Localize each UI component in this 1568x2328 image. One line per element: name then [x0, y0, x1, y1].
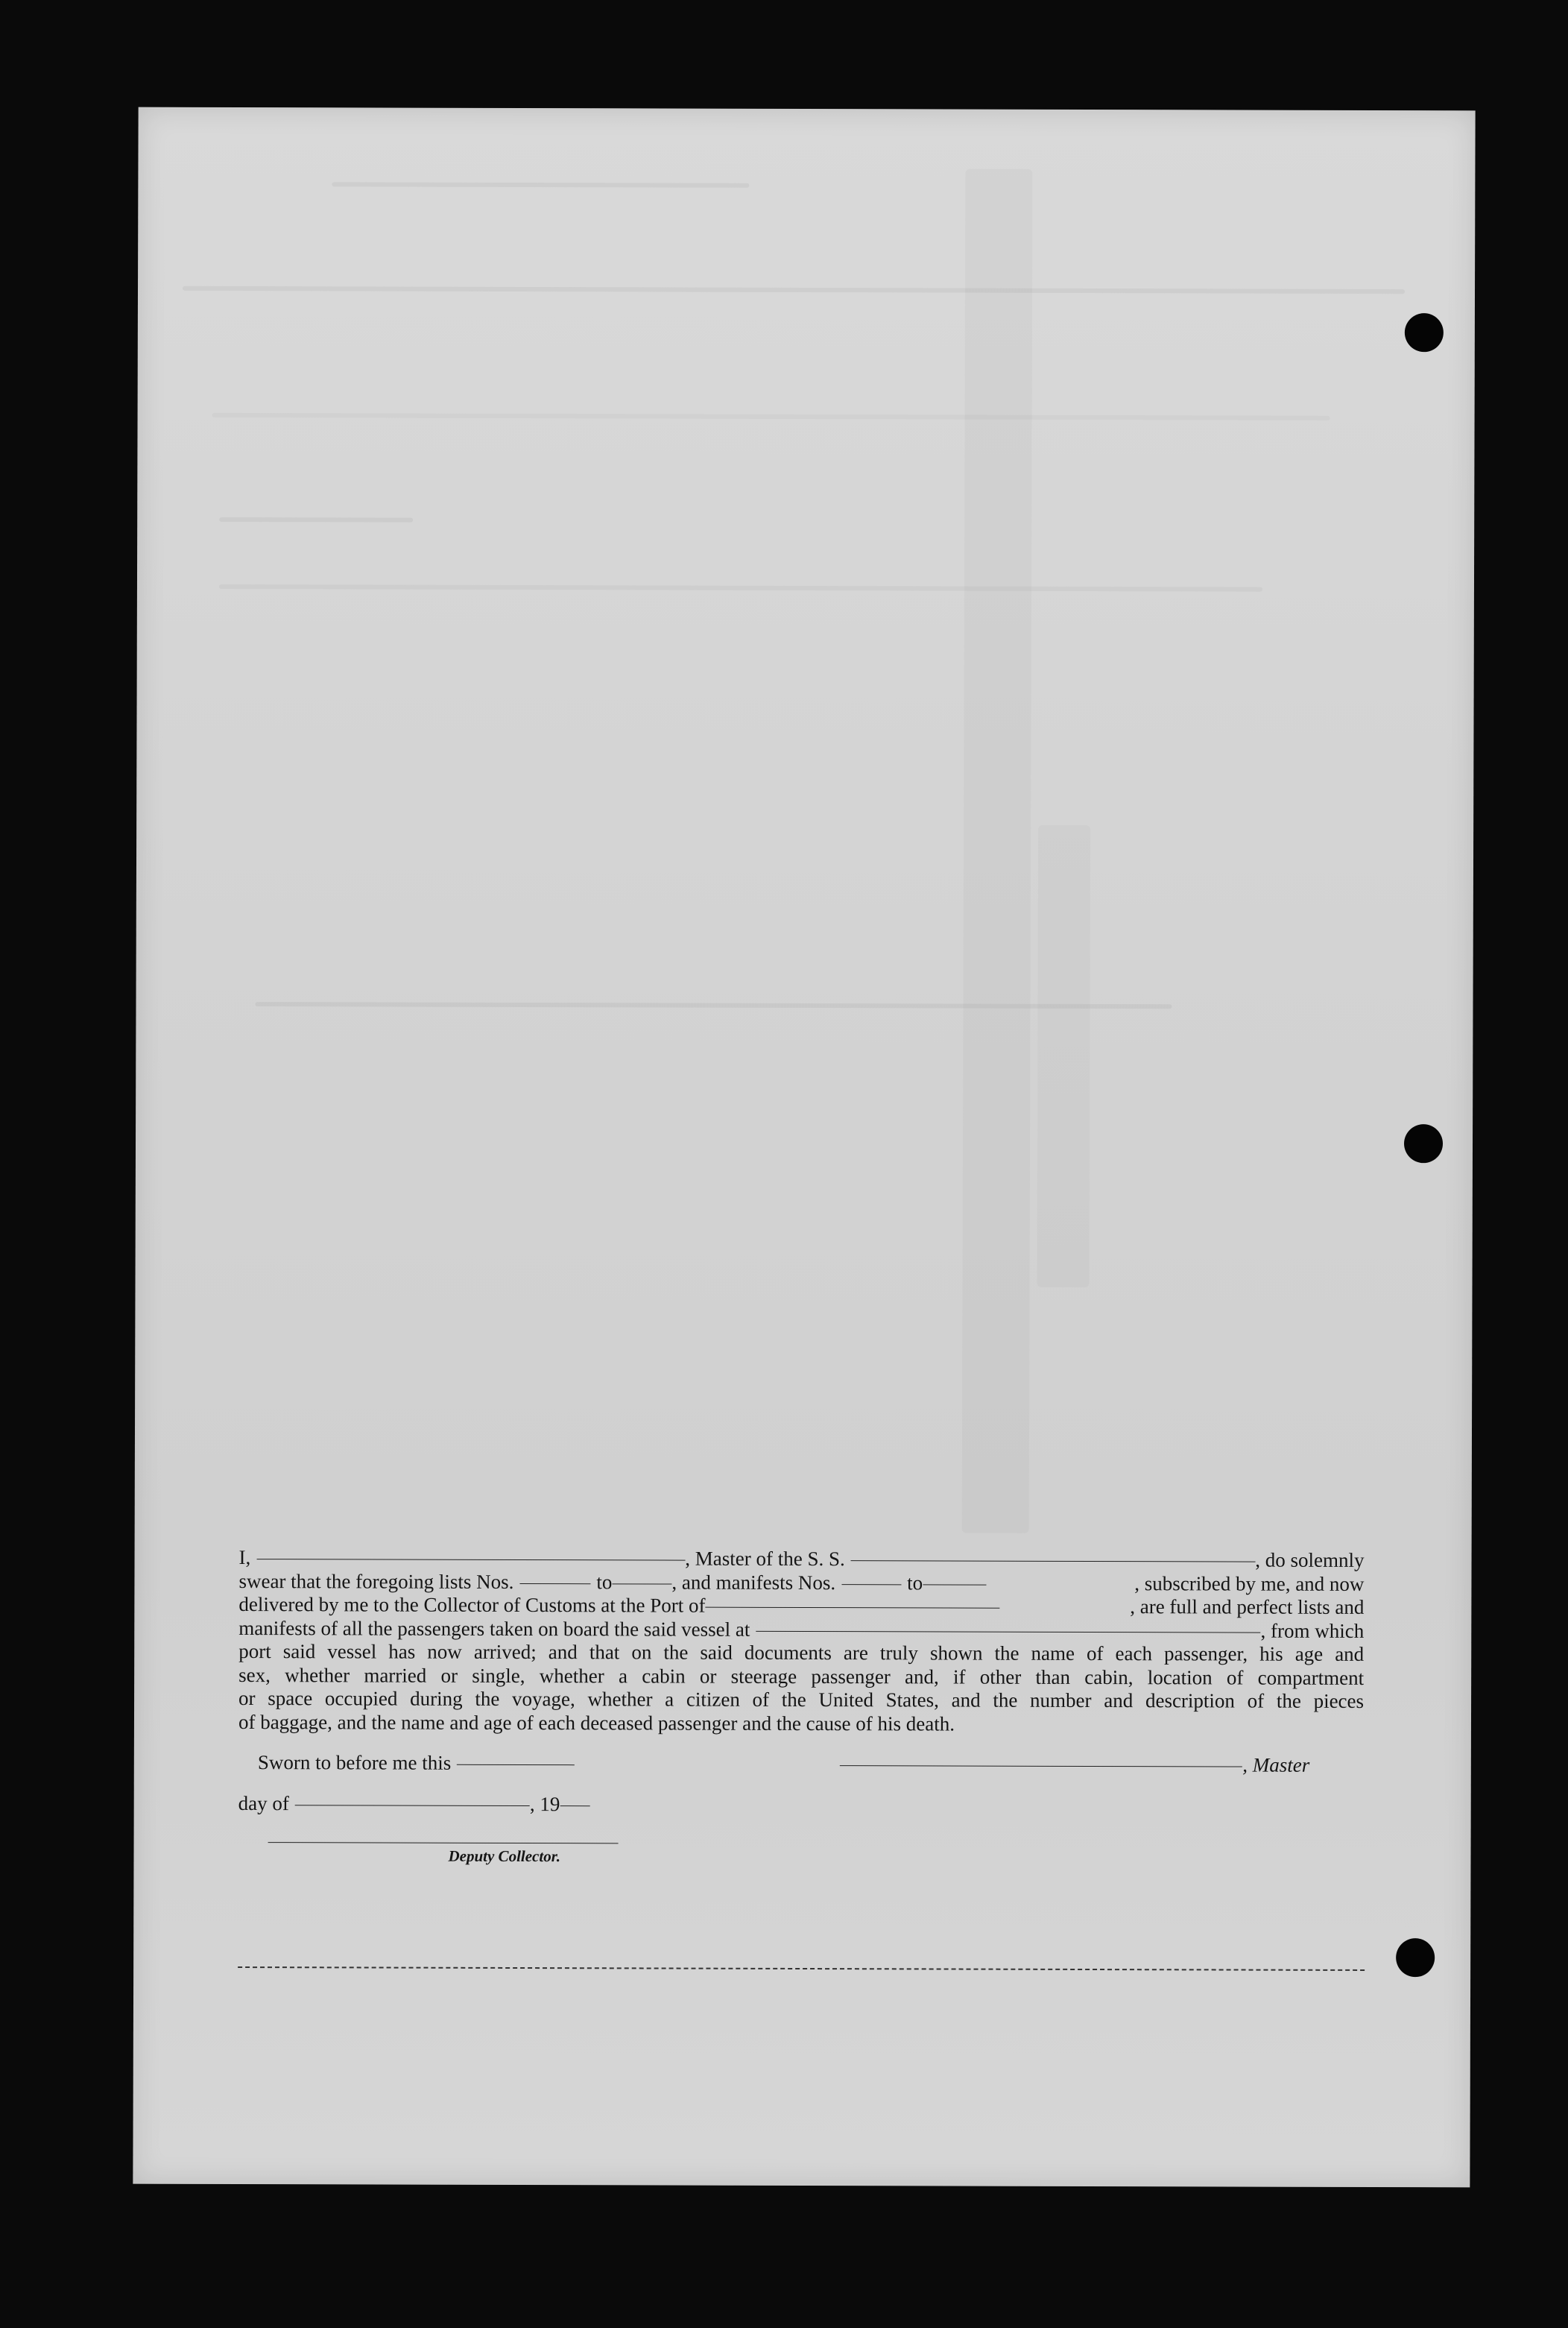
- punch-hole: [1404, 1124, 1443, 1163]
- oath-do-solemnly-label: , do solemnly: [1255, 1548, 1365, 1571]
- oath-line-3: [238, 1593, 1364, 1619]
- oath-from-which-label: , from which: [1260, 1619, 1365, 1642]
- port-blank[interactable]: [706, 1607, 1000, 1609]
- oath-swear-label: swear that the foregoing lists Nos.: [238, 1569, 514, 1593]
- bleed-through-mark: [255, 1002, 1172, 1009]
- month-blank[interactable]: [295, 1805, 530, 1806]
- oath-line-2: [238, 1570, 1364, 1596]
- vessel-name-blank[interactable]: [851, 1560, 1256, 1562]
- oath-line-7: or space occupied during the voyage, whether a citizen of the United States, and the number and description of the pieces: [238, 1687, 1365, 1712]
- oath-line-1: [239, 1546, 1365, 1572]
- oath-line-8: of baggage, and the name and age of each deceased passenger and the cause of his death.: [238, 1710, 955, 1735]
- manifests-from-blank[interactable]: [841, 1584, 901, 1585]
- punch-hole: [1405, 313, 1444, 352]
- oath-manifests-of-label: manifests of all the passengers taken on board the said vessel at: [238, 1616, 750, 1641]
- oath-master-of-label: , Master of the S. S.: [685, 1547, 845, 1571]
- master-oath-paragraph: [238, 1546, 1365, 1737]
- bleed-through-mark: [219, 584, 1262, 592]
- sworn-date-blank[interactable]: [457, 1764, 575, 1765]
- oath-line-5: port said vessel has now arrived; and that on the said documents are truly shown the name of each passenger, his age and: [238, 1640, 1365, 1665]
- oath-line-6: sex, whether married or single, whether a cabin or steerage passenger and, if other than cabin, location of compartment: [238, 1663, 1365, 1689]
- deputy-signature-blank[interactable]: [268, 1842, 619, 1843]
- year-blank[interactable]: [560, 1805, 589, 1806]
- bleed-through-mark: [332, 182, 749, 187]
- lists-to-blank[interactable]: [612, 1583, 671, 1584]
- oath-to-label-2: to: [907, 1571, 923, 1594]
- deputy-collector-label: Deputy Collector.: [448, 1846, 561, 1866]
- year-prefix-label: , 19: [529, 1793, 560, 1816]
- day-of-label: day of: [238, 1792, 289, 1815]
- master-signature-label: , Master: [1242, 1753, 1310, 1776]
- master-name-blank[interactable]: [256, 1559, 685, 1561]
- manifests-to-blank[interactable]: [923, 1584, 986, 1585]
- document-page: [133, 107, 1475, 2188]
- bleed-through-mark: [219, 517, 413, 523]
- oath-to-label-1: to: [596, 1570, 613, 1593]
- day-of-line: [238, 1792, 1364, 1818]
- bleed-through-stamp: [962, 169, 1033, 1533]
- oath-are-full-label: , are full and perfect lists and: [1130, 1595, 1365, 1618]
- bleed-through-mark: [212, 413, 1330, 420]
- sworn-line: [238, 1751, 1364, 1777]
- sworn-label: Sworn to before me this: [257, 1751, 452, 1774]
- punch-hole: [1396, 1938, 1435, 1977]
- oath-i-label: I,: [238, 1546, 251, 1569]
- oath-manifests-label: , and manifests Nos.: [671, 1571, 836, 1594]
- oath-subscribed-label: , subscribed by me, and now: [1134, 1571, 1365, 1595]
- master-signature-blank[interactable]: [840, 1765, 1242, 1767]
- lists-from-blank[interactable]: [519, 1583, 590, 1584]
- bleed-through-mark: [183, 286, 1405, 294]
- departure-port-blank[interactable]: [756, 1630, 1260, 1633]
- bleed-through-stamp: [1037, 825, 1091, 1287]
- oath-line-4: [238, 1617, 1364, 1643]
- oath-delivered-label: delivered by me to the Collector of Customs at the Port of: [238, 1593, 706, 1617]
- perforation-line: [238, 1966, 1365, 1971]
- sworn-block: [238, 1751, 1364, 1866]
